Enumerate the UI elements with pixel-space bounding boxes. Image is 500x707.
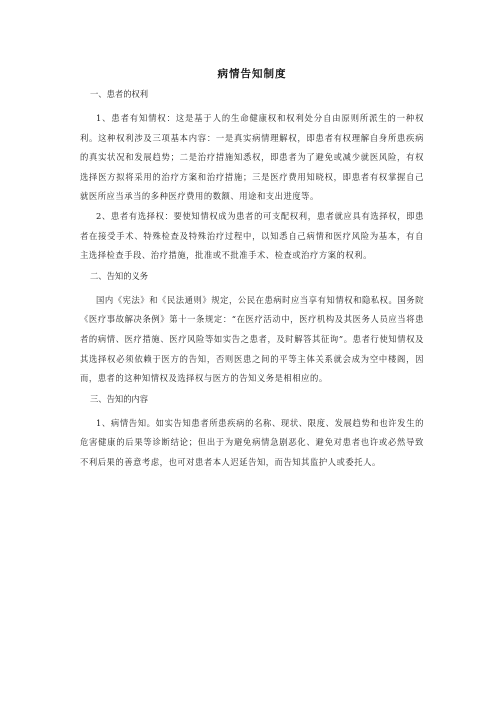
document-title: 病情告知制度 xyxy=(217,68,287,80)
section-patient-rights xyxy=(80,87,424,266)
section-heading: 二、告知的义务 xyxy=(90,270,149,281)
section-heading: 三、告知的内容 xyxy=(90,393,149,404)
section-content-of-notice xyxy=(80,392,424,473)
paragraph: 1、病情告知。如实告知患者所患疾病的名称、现状、限度、发展趋势和也许发生的危害健康的后果等诊断结论；但出于为避免病情急剧恶化、避免对患者也许或必然导致不利后果的善意考虑，也可对患者本人迟延告知，而告知其监护人或委托人。 xyxy=(80,417,424,467)
paragraph: 2、患者有选择权：要使知情权成为患者的可支配权利，患者就应具有选择权，即患者在接受手术、特殊检查及特殊治疗过程中，以知悉自己病情和医疗风险为基本，有自主选择检查手段、治疗措施，批准或不批准手术、检查或治疗方案的权利。 xyxy=(80,210,424,261)
paragraph: 1、患者有知情权：这是基于人的生命健康权和权利处分自由原则所派生的一种权利。这种权利涉及三项基本内容：一是真实病情理解权，即患者有权理解自身所患疾病的真实状况和发展趋势；二是治疗措施知悉权，即患者为了避免或减少就医风险，有权选择医方拟将采用的治疗方案和治疗措施；三是医疗费用知晓权，即患者有权掌握自己就医所应当承当的多种医疗费用的数额、用途和支出进度等。 xyxy=(80,113,424,202)
section-duty-to-inform xyxy=(80,269,424,389)
section-heading: 一、患者的权利 xyxy=(90,89,149,99)
paragraph: 国内《宪法》和《民法通则》规定，公民在患病时应当享有知情权和隐私权。国务院《医疗事故解决条例》第十一条规定：“在医疗活动中，医疗机构及其医务人员应当将患者的病情、医疗措施、医疗风险等如实告之患者，及时解答其征询”。患者行使知情权及其选择权必须依赖于医方的告知，否则医患之间的平等主体关系就会成为空中楼阁，因而，患者的这种知情权及选择权与医方的告知义务是相相应的。 xyxy=(80,294,424,384)
